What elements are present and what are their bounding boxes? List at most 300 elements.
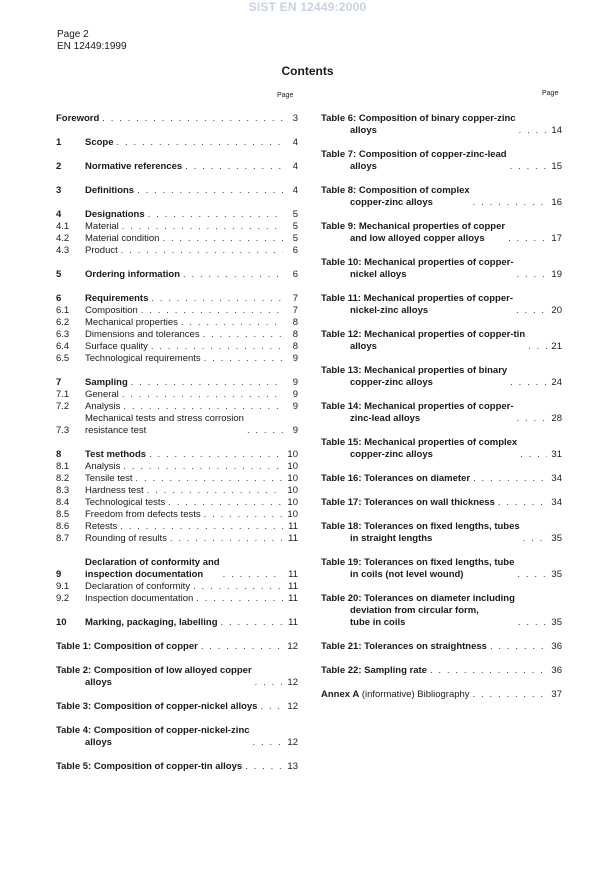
toc-entry-number: 10: [56, 617, 67, 628]
toc-entry[interactable]: [321, 401, 562, 425]
toc-entry-page: 9: [292, 425, 298, 436]
dot-leader: [203, 329, 283, 341]
toc-entry-title: [85, 557, 220, 581]
toc-entry-title-line: nickel alloys: [350, 269, 407, 280]
toc-entry-title: [321, 557, 514, 581]
toc-entry-title: Designations: [85, 209, 145, 220]
toc-entry-title: Table 1: Composition of copper: [56, 641, 198, 652]
toc-entry-title: [56, 725, 250, 749]
toc-entry-page: 11: [288, 581, 298, 592]
toc-entry-title-line: copper-zinc alloys: [350, 197, 433, 208]
toc-entry-page: 9: [292, 389, 298, 400]
toc-entry-body: [85, 341, 286, 353]
toc-entry-title-line: inspection documentation: [85, 569, 204, 580]
toc-entry[interactable]: [321, 641, 562, 653]
toc-entry[interactable]: [56, 533, 298, 545]
toc-entry-page: 36: [551, 641, 562, 652]
toc-entry-body: [56, 641, 286, 653]
toc-entry[interactable]: [56, 353, 298, 365]
toc-entry-number: 9.2: [56, 593, 70, 604]
dot-leader: [122, 389, 283, 401]
toc-entry-title: Technological tests: [85, 497, 166, 508]
toc-entry-title-line: alloys: [350, 341, 377, 352]
toc-entry-title: [321, 149, 507, 173]
toc-entry-body: [85, 209, 286, 221]
toc-entry-title: [321, 401, 514, 425]
toc-entry-title: Freedom from defects tests: [85, 509, 201, 520]
toc-entry-title-line: Table 10: Mechanical properties of copper-: [321, 257, 514, 268]
toc-entry-title-line: Table 15: Mechanical properties of complex: [321, 437, 518, 448]
toc-entry-title-line: alloys: [350, 161, 377, 172]
toc-entry-page: 8: [292, 317, 298, 328]
toc-entry-number: 8: [56, 449, 62, 460]
toc-entry-number: 6.2: [56, 317, 70, 328]
toc-entry-title-line: Declaration of conformity and: [85, 557, 220, 568]
dot-leader: [196, 593, 283, 605]
toc-entry[interactable]: [56, 233, 298, 245]
toc-entry-page: 5: [292, 221, 298, 232]
dot-leader: [148, 209, 283, 221]
toc-entry-page: 10: [287, 497, 298, 508]
dot-leader: [430, 665, 547, 677]
toc-entry[interactable]: [321, 689, 562, 701]
toc-entry-body: [85, 521, 286, 533]
toc-entry-number: 6.3: [56, 329, 70, 340]
toc-entry[interactable]: [56, 305, 298, 317]
dot-leader: [516, 305, 547, 317]
toc-entry-number: 4: [56, 209, 62, 220]
toc-entry[interactable]: [56, 701, 298, 713]
toc-entry[interactable]: [321, 149, 562, 173]
toc-entry-body: [85, 305, 286, 317]
toc-entry-page: 11: [288, 569, 298, 580]
toc-entry-body: [56, 665, 286, 689]
toc-entry-title-line: Table 13: Mechanical properties of binary: [321, 365, 508, 376]
toc-entry-body: [56, 725, 286, 749]
toc-entry-body: [321, 473, 550, 485]
toc-entry-title: Composition: [85, 305, 138, 316]
toc-entry-title: General: [85, 389, 119, 400]
toc-entry-number: 8.2: [56, 473, 70, 484]
toc-entry-page: 12: [287, 737, 298, 748]
toc-entry[interactable]: [321, 521, 562, 545]
toc-entry-number: 8.7: [56, 533, 70, 544]
toc-entry-title: Ordering information: [85, 269, 180, 280]
page-column-header-left: Page: [277, 92, 294, 99]
toc-entry-body: [85, 137, 286, 149]
toc-entry-page: 36: [551, 665, 562, 676]
toc-entry-title: [321, 521, 520, 545]
toc-entry-title-line: Table 20: Tolerances on diameter including: [321, 593, 515, 604]
toc-entry-body: [85, 581, 286, 593]
toc-entry-title: Analysis: [85, 401, 121, 412]
toc-entry-body: [321, 329, 550, 353]
dot-leader: [151, 293, 283, 305]
toc-entry-title: [321, 593, 515, 629]
toc-entry-title-line: zinc-lead alloys: [350, 413, 421, 424]
toc-entry-page: 13: [287, 761, 298, 772]
dot-leader: [183, 269, 283, 281]
toc-entry-title-line: copper-zinc alloys: [350, 449, 433, 460]
toc-entry[interactable]: [321, 293, 562, 317]
dot-leader: [473, 473, 547, 485]
dot-leader: [523, 533, 547, 545]
toc-entry-title-line: Table 12: Mechanical properties of copper-tin: [321, 329, 526, 340]
toc-entry[interactable]: [321, 665, 562, 677]
toc-entry[interactable]: [56, 557, 298, 581]
toc-entry-title: Sampling: [85, 377, 128, 388]
toc-entry-title-line: Table 14: Mechanical properties of copper-: [321, 401, 514, 412]
toc-entry-title-line: Table 7: Composition of copper-zinc-lead: [321, 149, 507, 160]
toc-entry[interactable]: [56, 761, 298, 773]
toc-entry-page: 10: [287, 473, 298, 484]
toc-entry-body: [321, 365, 550, 389]
toc-entry-page: 17: [551, 233, 562, 244]
toc-entry-title-line: Mechanical tests and stress corrosion: [85, 413, 244, 424]
toc-entry-page: 35: [551, 617, 562, 628]
toc-entry-body: [85, 533, 286, 545]
toc-entry-title: Material condition: [85, 233, 160, 244]
toc-entry-body: [85, 269, 286, 281]
toc-entry-title-line: alloys: [85, 737, 112, 748]
toc-entry-title: Table 17: Tolerances on wall thickness: [321, 497, 495, 508]
dot-leader: [490, 641, 547, 653]
dot-leader: [221, 617, 284, 629]
toc-entry-page: 12: [287, 641, 298, 652]
toc-entry[interactable]: [56, 221, 298, 233]
toc-entry[interactable]: [56, 113, 298, 125]
page-number: Page 2: [57, 29, 89, 40]
toc-entry[interactable]: [321, 473, 562, 485]
toc-entry-title: [321, 257, 514, 281]
toc-entry[interactable]: [56, 617, 298, 629]
toc-entry-body: [85, 245, 286, 257]
toc-entry-number: 7.3: [56, 425, 70, 436]
toc-entry-body: [321, 557, 550, 581]
toc-entry-body: [85, 353, 286, 365]
toc-entry[interactable]: [321, 257, 562, 281]
toc-entry[interactable]: [56, 293, 298, 305]
toc-entry[interactable]: [56, 461, 298, 473]
toc-entry[interactable]: [56, 413, 298, 437]
dot-leader: [517, 413, 547, 425]
toc-entry-body: [85, 185, 286, 197]
toc-entry-title: Test methods: [85, 449, 147, 460]
toc-entry-page: 8: [292, 341, 298, 352]
toc-entry-body: [85, 593, 286, 605]
toc-entry-title: [321, 221, 505, 245]
toc-entry[interactable]: [56, 377, 298, 389]
toc-entry-body: [321, 149, 550, 173]
toc-entry[interactable]: [56, 329, 298, 341]
dot-leader: [170, 533, 283, 545]
toc-entry-page: 9: [292, 377, 298, 388]
toc-entry[interactable]: [56, 521, 298, 533]
toc-entry-body: [85, 461, 286, 473]
toc-entry-body: [85, 413, 286, 437]
toc-entry-body: [321, 113, 550, 137]
toc-entry-number: 8.4: [56, 497, 70, 508]
dot-leader: [201, 641, 283, 653]
toc-entry[interactable]: [321, 221, 562, 245]
toc-entry-title: Mechanical properties: [85, 317, 178, 328]
toc-entry-page: 4: [292, 185, 298, 196]
annex-label: Annex A: [321, 689, 360, 700]
dot-leader: [120, 521, 283, 533]
toc-entry-number: 6.5: [56, 353, 70, 364]
toc-entry[interactable]: [321, 329, 562, 353]
toc-entry-number: 5: [56, 269, 62, 280]
toc-entry-body: [85, 329, 286, 341]
toc-entry[interactable]: [56, 725, 298, 749]
toc-entry[interactable]: [56, 137, 298, 149]
toc-entry-title: Declaration of conformity: [85, 581, 191, 592]
toc-entry-body: [56, 761, 286, 773]
document-code: EN 12449:1999: [57, 41, 127, 52]
toc-entry-page: 21: [551, 341, 562, 352]
toc-entry[interactable]: [321, 557, 562, 581]
toc-entry[interactable]: [56, 473, 298, 485]
toc-entry[interactable]: [56, 317, 298, 329]
toc-entry-body: [321, 437, 550, 461]
toc-entry-title-line: and low alloyed copper alloys: [350, 233, 485, 244]
dot-leader: [121, 245, 283, 257]
toc-entry-title-line: Table 2: Composition of low alloyed copper: [56, 665, 252, 676]
toc-entry-body: [85, 389, 286, 401]
dot-leader: [162, 233, 283, 245]
toc-entry-page: 20: [551, 305, 562, 316]
toc-entry-title-line: resistance test: [85, 425, 147, 436]
dot-leader: [508, 233, 547, 245]
toc-entry[interactable]: [321, 113, 562, 137]
toc-entry-body: [85, 293, 286, 305]
toc-entry-page: 11: [288, 617, 298, 628]
toc-entry-number: 2: [56, 161, 62, 172]
toc-entry-title: [321, 185, 470, 209]
dot-leader: [136, 473, 283, 485]
dot-leader: [147, 485, 283, 497]
toc-entry-title: Retests: [85, 521, 118, 532]
toc-entry-page: 11: [288, 533, 298, 544]
toc-entry-page: 16: [551, 197, 562, 208]
dot-leader: [528, 341, 547, 353]
toc-entry-page: 12: [287, 701, 298, 712]
dot-leader: [517, 569, 547, 581]
toc-entry-number: 7: [56, 377, 62, 388]
toc-entry-title: Dimensions and tolerances: [85, 329, 200, 340]
toc-entry-title: Table 16: Tolerances on diameter: [321, 473, 471, 484]
page-column-header-right: Page: [542, 90, 559, 97]
toc-entry-page: 37: [551, 689, 562, 700]
toc-entry-title: Material: [85, 221, 119, 232]
dot-leader: [510, 161, 547, 173]
watermark: SIST EN 12449:2000: [248, 0, 367, 14]
toc-entry[interactable]: [56, 245, 298, 257]
toc-entry-body: [85, 617, 286, 629]
dot-leader: [168, 497, 283, 509]
toc-entry-number: 1: [56, 137, 62, 148]
toc-entry-title: Surface quality: [85, 341, 148, 352]
dot-leader: [137, 185, 283, 197]
toc-entry-body: [85, 161, 286, 173]
toc-entry-body: [321, 521, 550, 545]
toc-entry-body: [56, 113, 286, 125]
toc-entry-title: Marking, packaging, labelling: [85, 617, 218, 628]
toc-entry-page: 11: [288, 521, 298, 532]
toc-entry-page: 31: [551, 449, 562, 460]
dot-leader: [122, 221, 283, 233]
dot-leader: [473, 197, 547, 209]
toc-entry-title-line: alloys: [85, 677, 112, 688]
toc-entry[interactable]: [56, 209, 298, 221]
toc-entry[interactable]: [56, 389, 298, 401]
toc-entry[interactable]: [56, 497, 298, 509]
toc-entry-title-line: Table 11: Mechanical properties of copper-: [321, 293, 513, 304]
toc-entry-number: 8.1: [56, 461, 70, 472]
toc-entry[interactable]: [56, 449, 298, 461]
toc-entry-body: [321, 221, 550, 245]
toc-entry[interactable]: [56, 593, 298, 605]
toc-entry-title: Definitions: [85, 185, 135, 196]
dot-leader: [185, 161, 283, 173]
toc-entry-page: 10: [287, 509, 298, 520]
dot-leader: [102, 113, 283, 125]
dot-leader: [141, 305, 283, 317]
toc-entry-number: 8.5: [56, 509, 70, 520]
dot-leader: [519, 125, 547, 137]
toc-entry-number: 6.4: [56, 341, 70, 352]
toc-entry[interactable]: [56, 485, 298, 497]
toc-entry-title-line: Table 18: Tolerances on fixed lengths, tubes: [321, 521, 520, 532]
toc-entry[interactable]: [321, 437, 562, 461]
toc-entry-body: [321, 293, 550, 317]
toc-entry[interactable]: [56, 401, 298, 413]
toc-entry-page: 11: [288, 593, 298, 604]
toc-entry-page: 5: [292, 209, 298, 220]
toc-entry-page: 6: [292, 245, 298, 256]
dot-leader: [181, 317, 283, 329]
dot-leader: [510, 377, 547, 389]
toc-entry-number: 9.1: [56, 581, 70, 592]
toc-entry[interactable]: [56, 581, 298, 593]
toc-entry[interactable]: [56, 641, 298, 653]
dot-leader: [245, 761, 283, 773]
dot-leader: [123, 401, 283, 413]
toc-entry-number: 9: [56, 569, 62, 580]
toc-entry[interactable]: [56, 161, 298, 173]
toc-entry-body: [85, 449, 286, 461]
toc-entry-body: [85, 497, 286, 509]
dot-leader: [520, 449, 547, 461]
toc-entry-page: 35: [551, 533, 562, 544]
toc-entry[interactable]: [321, 185, 562, 209]
toc-entry-title: [321, 689, 470, 701]
toc-entry-page: 3: [292, 113, 298, 124]
toc-entry-title: Table 3: Composition of copper-nickel alloys: [56, 701, 258, 712]
dot-leader: [247, 425, 283, 437]
dot-leader: [255, 677, 283, 689]
toc-entry-page: 19: [551, 269, 562, 280]
toc-entry[interactable]: [321, 497, 562, 509]
toc-entry-title-line: in coils (not level wound): [350, 569, 464, 580]
toc-entry-title: Technological requirements: [85, 353, 201, 364]
toc-entry-page: 4: [292, 137, 298, 148]
toc-entry-body: [321, 257, 550, 281]
toc-entry-title: Analysis: [85, 461, 121, 472]
toc-entry-title-line: nickel-zinc alloys: [350, 305, 429, 316]
toc-entry-body: [85, 473, 286, 485]
toc-entry-page: 7: [292, 305, 298, 316]
toc-entry-title: Normative references: [85, 161, 183, 172]
toc-entry[interactable]: [56, 509, 298, 521]
toc-entry-number: 3: [56, 185, 62, 196]
dot-leader: [204, 509, 283, 521]
toc-entry-title: [321, 329, 525, 353]
toc-entry-title-line: Table 19: Tolerances on fixed lengths, tube: [321, 557, 515, 568]
toc-entry-page: 10: [287, 485, 298, 496]
toc-entry-page: 10: [287, 461, 298, 472]
toc-entry-title: [85, 413, 244, 437]
toc-entry-body: [85, 233, 286, 245]
dot-leader: [131, 377, 283, 389]
toc-entry-title: Table 22: Sampling rate: [321, 665, 427, 676]
toc-entry-title: [56, 665, 252, 689]
toc-entry-body: [321, 689, 550, 701]
toc-entry-number: 8.6: [56, 521, 70, 532]
toc-entry-body: [321, 593, 550, 629]
toc-entry-body: [85, 317, 286, 329]
toc-entry[interactable]: [56, 341, 298, 353]
toc-entry-page: 15: [551, 161, 562, 172]
toc-entry-body: [85, 377, 286, 389]
toc-entry-body: [85, 221, 286, 233]
toc-entry-page: 9: [292, 401, 298, 412]
dot-leader: [260, 701, 283, 713]
toc-entry[interactable]: [56, 665, 298, 689]
toc-entry-body: [321, 401, 550, 425]
dot-leader: [253, 737, 283, 749]
dot-leader: [223, 569, 283, 581]
toc-entry-title-line: in straight lengths: [350, 533, 433, 544]
toc-entry-body: [56, 701, 286, 713]
toc-entry[interactable]: [56, 185, 298, 197]
toc-entry-number: 4.3: [56, 245, 70, 256]
toc-entry-body: [85, 485, 286, 497]
toc-left-column: [56, 113, 298, 773]
toc-entry-number: 4.2: [56, 233, 70, 244]
toc-entry-title-line: Table 9: Mechanical properties of copper: [321, 221, 506, 232]
toc-entry-title: Product: [85, 245, 118, 256]
dot-leader: [517, 269, 547, 281]
toc-entry-title-line: Table 8: Composition of complex: [321, 185, 470, 196]
toc-entry-title-line: alloys: [350, 125, 377, 136]
toc-entry-body: [85, 557, 286, 581]
toc-right-column: [321, 113, 562, 701]
toc-entry-page: 7: [292, 293, 298, 304]
toc-entry-title: Scope: [85, 137, 114, 148]
toc-entry-title: Inspection documentation: [85, 593, 194, 604]
toc-entry-page: 34: [551, 497, 562, 508]
toc-entry[interactable]: [321, 593, 562, 629]
toc-entry-title-line: tube in coils: [350, 617, 406, 628]
toc-entry[interactable]: [321, 365, 562, 389]
toc-entry[interactable]: [56, 269, 298, 281]
toc-entry-body: [321, 185, 550, 209]
toc-entry-title: [321, 293, 513, 317]
toc-entry-page: 6: [292, 269, 298, 280]
toc-entry-title-line: deviation from circular form,: [350, 605, 479, 616]
toc-entry-page: 28: [551, 413, 562, 424]
